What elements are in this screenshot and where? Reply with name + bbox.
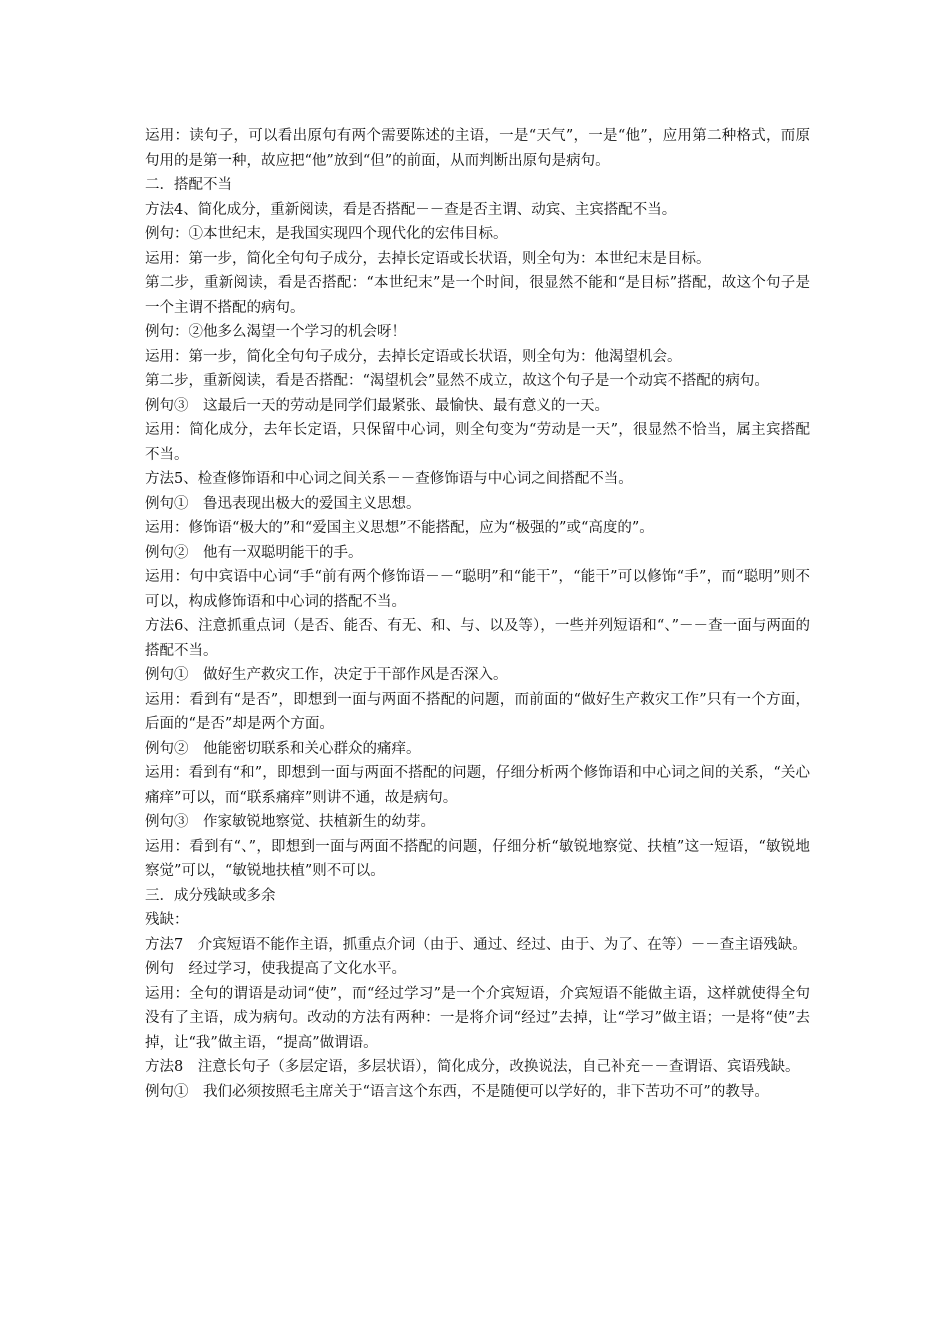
paragraph: 运用：第一步，简化全句句子成分，去掉长定语或长状语，则全句为：本世纪末是目标。	[145, 250, 711, 267]
paragraph: 运用：看到有“、”，即想到一面与两面不搭配的问题，仔细分析“敏锐地察觉、扶植”这一短语，“敏锐地察觉”可以，“敏锐地扶植”则不可以。	[145, 838, 810, 879]
example-sentence: 例句① 做好生产救灾工作，决定于干部作风是否深入。	[145, 667, 508, 683]
example-sentence: 例句② 他能密切联系和关心群众的痛痒。	[145, 740, 421, 757]
example-sentence: 例句① 鲁迅表现出极大的爱国主义思想。	[145, 495, 421, 512]
paragraph: 第二步，重新阅读，看是否搭配：“渴望机会”显然不成立，故这个句子是一个动宾不搭配的病句。	[145, 373, 769, 389]
paragraph: 运用：全句的谓语是动词“使”，而“经过学习”是一个介宾短语，介宾短语不能做主语，这样就使得全句没有了主语，成为病句。改动的方法有两种：一是将介词“经过”去掉，让“学习”做主语；一是将“使”去掉，让“我”做主语，“提高”做谓语。	[145, 985, 810, 1051]
section-heading: 三．成分残缺或多余	[145, 887, 276, 904]
paragraph: 运用：看到有“是否”，即想到一面与两面不搭配的问题，而前面的“做好生产救灾工作”只有一个方面，后面的“是否”却是两个方面。	[145, 691, 810, 732]
example-sentence: 例句：①本世纪末，是我国实现四个现代化的宏伟目标。	[145, 226, 508, 242]
example-sentence: 例句 经过学习，使我提高了文化水平。	[145, 961, 406, 977]
paragraph: 运用：第一步，简化全句句子成分，去掉长定语或长状语，则全句为：他渴望机会。	[145, 348, 682, 365]
paragraph: 运用：简化成分，去年长定语，只保留中心词，则全句变为“劳动是一天”，很显然不恰当，属主宾搭配不当。	[145, 422, 810, 463]
paragraph: 运用：修饰语“极大的”和“爱国主义思想”不能搭配，应为“极强的”或“高度的”。	[145, 520, 654, 536]
paragraph: 第二步，重新阅读，看是否搭配：“本世纪末”是一个时间，很显然不能和“是目标”搭配，故这个句子是一个主谓不搭配的病句。	[145, 275, 810, 316]
paragraph: 运用：看到有“和”，即想到一面与两面不搭配的问题，仔细分析两个修饰语和中心词之间的关系，“关心痛痒”可以，而“联系痛痒”则讲不通，故是病句。	[145, 765, 810, 806]
paragraph: 运用：读句子，可以看出原句有两个需要陈述的主语，一是“天气”，一是“他”，应用第二种格式，而原句用的是第一种，故应把“他”放到“但”的前面，从而判断出原句是病句。	[145, 128, 810, 169]
paragraph: 运用：句中宾语中心词“手“前有两个修饰语－－“聪明”和“能干”，“能干”可以修饰“手”，而“聪明”则不可以，构成修饰语和中心词的搭配不当。	[145, 569, 810, 610]
subsection-label: 残缺：	[145, 912, 189, 928]
method-heading: 方法4、简化成分，重新阅读，看是否搭配－－查是否主谓、动宾、主宾搭配不当。	[145, 201, 677, 218]
example-sentence: 例句③ 作家敏锐地察觉、扶植新生的幼芽。	[145, 814, 435, 830]
method-heading: 方法6、注意抓重点词（是否、能否、有无、和、与、以及等），一些并列短语和“、”－－查一面与两面的搭配不当。	[145, 618, 810, 659]
section-heading: 二．搭配不当	[145, 177, 232, 193]
document-page	[145, 124, 810, 1104]
example-sentence: 例句：②他多么渴望一个学习的机会呀！	[145, 324, 406, 340]
example-sentence: 例句① 我们必须按照毛主席关于“语言这个东西，不是随便可以学好的，非下苦功不可”的教导。	[145, 1083, 769, 1100]
method-heading: 方法8 注意长句子（多层定语，多层状语），简化成分，改换说法，自己补充－－查谓语、宾语残缺。	[145, 1059, 800, 1075]
example-sentence: 例句② 他有一双聪明能干的手。	[145, 544, 363, 561]
method-heading: 方法7 介宾短语不能作主语，抓重点介词（由于、通过、经过、由于、为了、在等）－－查主语残缺。	[145, 936, 807, 953]
example-sentence: 例句③ 这最后一天的劳动是同学们最紧张、最愉快、最有意义的一天。	[145, 397, 609, 414]
method-heading: 方法5、检查修饰语和中心词之间关系－－查修饰语与中心词之间搭配不当。	[145, 471, 633, 487]
